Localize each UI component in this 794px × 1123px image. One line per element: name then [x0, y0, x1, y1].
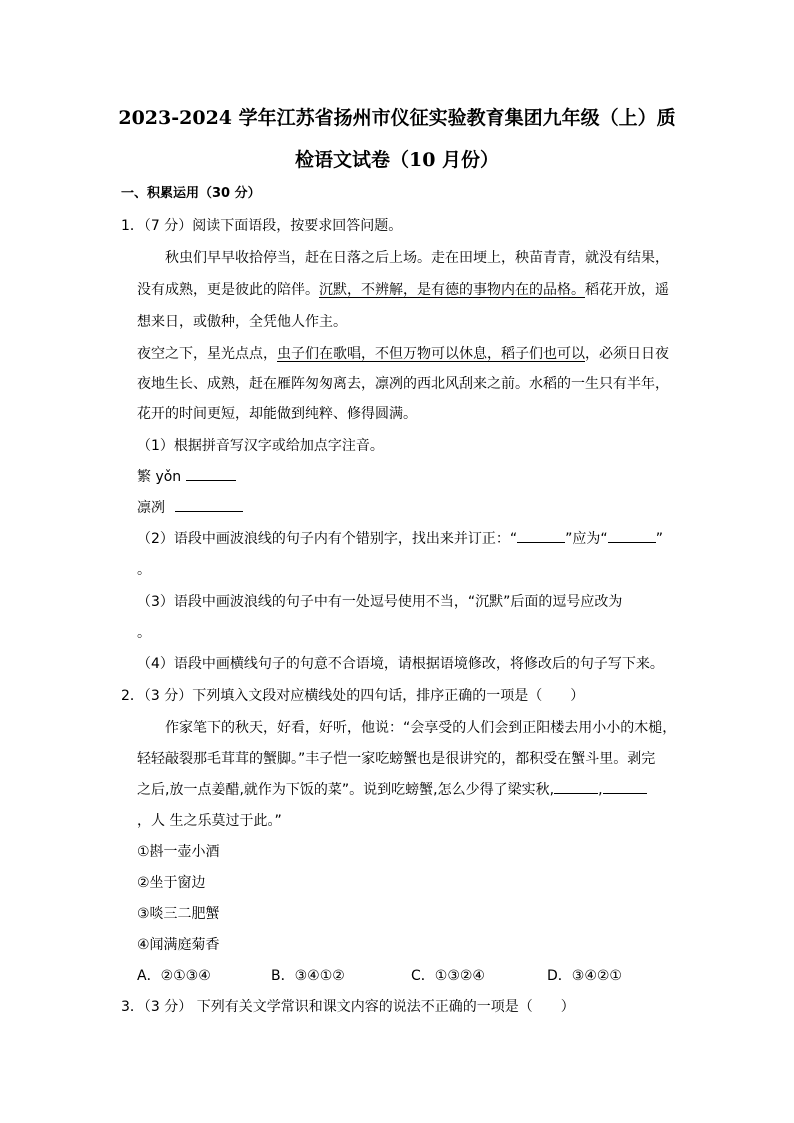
- q2-passage-line4: ，人 生之乐莫过于此。”: [137, 813, 282, 829]
- q1-sub2-text-end: ”: [655, 531, 663, 547]
- q2-passage-line3-text: 之后,放一点姜醋,就作为下饭的菜”。说到吃螃蟹,怎么少得了梁实秋,: [137, 782, 555, 798]
- q2-item-1: ①斟一壶小酒: [137, 844, 220, 860]
- q1-sub2: [137, 529, 663, 549]
- q1-stem: 1．（7 分）阅读下面语段，按要求回答问题。: [121, 218, 403, 234]
- answer-blank[interactable]: [175, 498, 243, 512]
- answer-blank[interactable]: [186, 467, 236, 481]
- q1-sub1-item-a-label: 繁 yǒn: [137, 469, 182, 485]
- q1-sub1-item-a: [137, 467, 236, 487]
- underlined-sentence: 虫子们在歌唱，不但万物可以休息，稻子们也可以: [277, 346, 585, 362]
- q1-sub2-text: （2）语段中画波浪线的句子内有个错别字，找出来并订正：“: [137, 531, 518, 547]
- q1-para2-line1: [137, 344, 669, 364]
- q1-para1-line2-tail: 稻花开放，遥: [585, 282, 669, 298]
- q1-para2-line3: 花开的时间更短，却能做到纯粹、修得圆满。: [137, 406, 417, 422]
- q2-stem: 2．（3 分）下列填入文段对应横线处的四句话，排序正确的一项是（ ）: [121, 688, 585, 704]
- q2-passage-line3: [137, 780, 647, 800]
- q1-para2-line2: 夜地生长、成熟，赶在雁阵匆匆离去，凛冽的西北风刮来之前。水稻的一生只有半年，: [137, 376, 669, 392]
- answer-blank[interactable]: [554, 780, 598, 794]
- page-title-line2: 检语文试卷（10 月份）: [294, 149, 500, 171]
- q1-sub2-end: 。: [137, 562, 151, 578]
- q2-option-b[interactable]: B．③④①②: [271, 968, 345, 984]
- q2-item-3: ③啖三二肥蟹: [137, 906, 220, 922]
- q1-para2-line1-head: 夜空之下，星光点点，: [137, 346, 277, 362]
- q1-sub1-item-b-label: 凛冽: [137, 500, 165, 516]
- q1-sub1-item-b: [137, 498, 243, 518]
- q2-option-a[interactable]: A．②①③④: [137, 968, 211, 984]
- q2-passage-line2: 轻轻敲裂那毛茸茸的蟹脚。”丰子恺一家吃螃蟹也是很讲究的，都积受在蟹斗里。剥完: [137, 751, 656, 767]
- q1-para1-line1: 秋虫们早早收拾停当，赶在日落之后上场。走在田埂上，秧苗青青，就没有结果，: [165, 250, 669, 266]
- q1-para1-line2: [137, 280, 669, 300]
- answer-blank[interactable]: [517, 529, 565, 543]
- q1-sub3: （3）语段中画波浪线的句子中有一处逗号使用不当，“沉默”后面的逗号应改为: [137, 594, 623, 610]
- q1-para1-line3: 想来日，或傲种，全凭他人作主。: [137, 314, 347, 330]
- q1-sub2-text-mid: ”应为“: [565, 531, 608, 547]
- q2-item-4: ④闻满庭菊香: [137, 937, 220, 953]
- q2-passage-comma: ,: [598, 782, 603, 798]
- q1-para1-line2-text: 没有成熟，更是彼此的陪伴。: [137, 282, 319, 298]
- q2-item-2: ②坐于窗边: [137, 875, 206, 891]
- q2-option-d[interactable]: D．③④②①: [547, 968, 622, 984]
- q1-sub4: （4）语段中画横线句子的句意不合语境，请根据语境修改，将修改后的句子写下来。: [137, 656, 664, 672]
- page-title-line1: 2023-2024 学年江苏省扬州市仪征实验教育集团九年级（上）质: [118, 107, 676, 129]
- q2-passage-line1: 作家笔下的秋天，好看，好听，他说：“会享受的人们会到正阳楼去用小小的木槌，: [165, 720, 677, 736]
- answer-blank[interactable]: [603, 780, 647, 794]
- wavy-sentence: 沉默，不辨解，是有德的事物内在的品格。: [319, 282, 585, 298]
- q1-sub3-end: 。: [137, 625, 151, 641]
- q1-para2-line1-tail: ，必须日日夜: [585, 346, 669, 362]
- section-heading: 一、积累运用（30 分）: [121, 186, 261, 201]
- q2-option-c[interactable]: C．①③②④: [411, 968, 485, 984]
- q3-stem: 3．（3 分） 下列有关文学常识和课文内容的说法不正确的一项是（ ）: [121, 999, 575, 1015]
- q1-sub1: （1）根据拼音写汉字或给加点字注音。: [137, 438, 384, 454]
- answer-blank[interactable]: [608, 529, 656, 543]
